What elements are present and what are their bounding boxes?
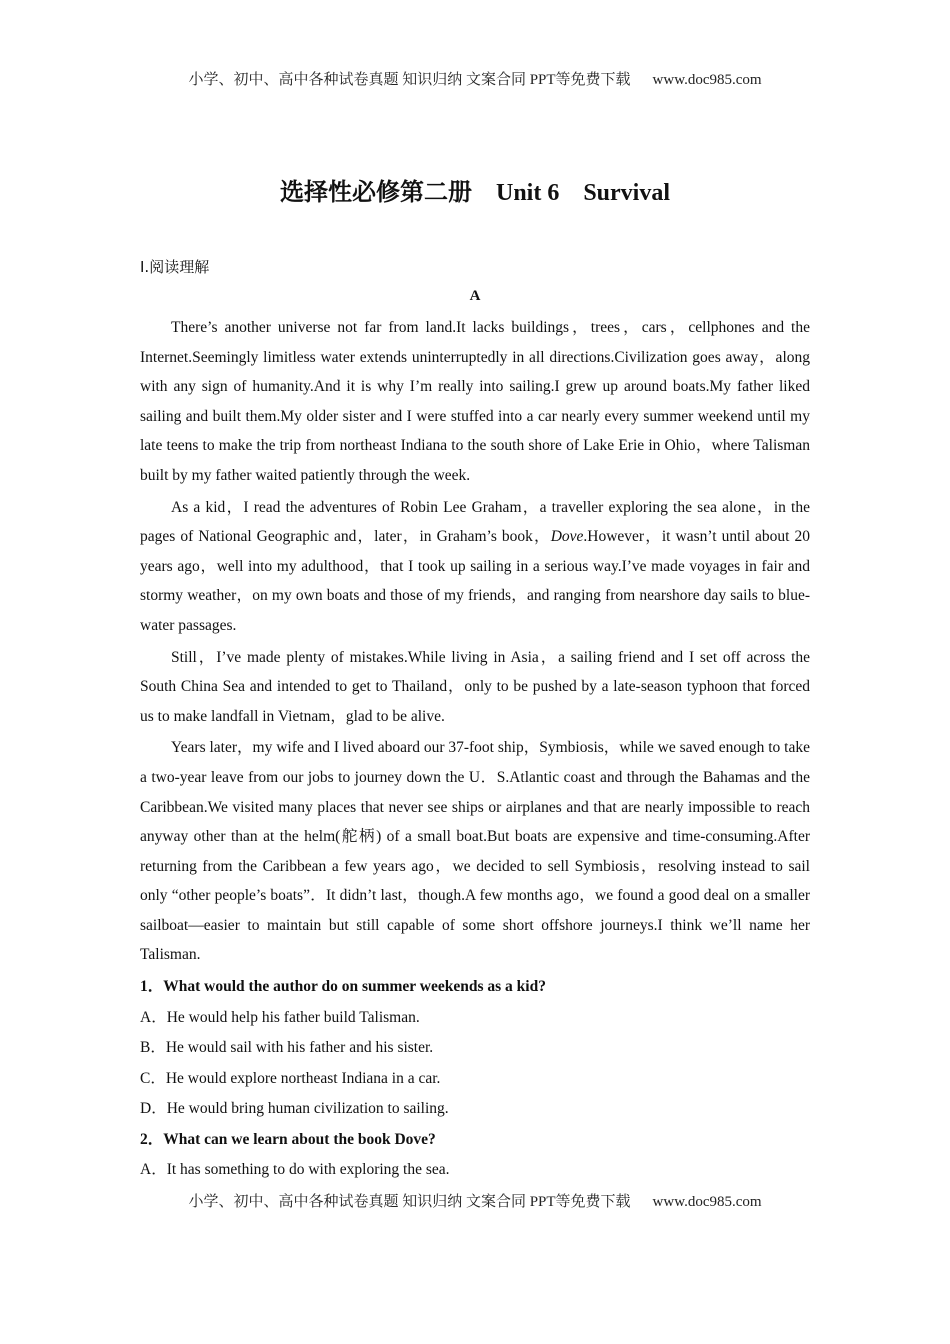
paragraph-1: There’s another universe not far from land.It lacks buildings，trees，cars，cellphones and the Internet.Seemingly limitless water extends uninterruptedly in all directions.Civilization goes away，along with any sign of humanity.And it is why I’m really into sailing.I grew up around boats.My father liked sailing and built them.My older sister and I were stuffed into a car nearly every summer weekend until my late teens to make the trip from northeast Indiana to the south shore of Lake Erie in Ohio，where Talisman built by my father waited patiently through the week. (140, 319, 810, 484)
paragraph-2-text-b: .However，it wasn’t until about 20 years ago，well into my adulthood，that I took up sailing in a serious way.I’ve made voyages in fair and stormy weather，on my own boats and those of my friends，and ranging from nearshore day sails to blue-water passages. (140, 528, 810, 634)
paragraph-3: Still，I’ve made plenty of mistakes.While living in Asia，a sailing friend and I set off across the South China Sea and intended to get to Thailand，only to be pushed by a late-season typhoon that forced us to make landfall in Vietnam，glad to be alive. (140, 648, 810, 725)
passage-label: A (469, 288, 481, 304)
option: B．He would sail with his father and his sister. (140, 1039, 434, 1057)
header-url[interactable]: www.doc985.com (652, 72, 762, 88)
footer-text: 小学、初中、高中各种试卷真题 知识归纳 文案合同 PPT等免费下载 (188, 1194, 631, 1210)
paragraph-4: Years later，my wife and I lived aboard our 37-foot ship，Symbiosis，while we saved enough to take a two-year leave from our jobs to journey down the U．S.Atlantic coast and through the Bahamas and the Caribbean.We visited many places that never see ships or airplanes and that are nearly impossible to reach anyway other than at the helm(舵柄) of a small boat.But boats are expensive and time-consuming.After returning from the Caribbean a few years ago，we decided to sell Symbiosis，resolving instead to sail only “other people’s boats”．It didn’t last，though.A few months ago，we found a good deal on a smaller sailboat—easier to maintain but still capable of some short offshore journeys.I think we’ll name her Talisman. (140, 739, 810, 964)
option: A．He would help his father build Talisman. (140, 1008, 420, 1026)
question-stem: What can we learn about the book Dove? (163, 1130, 436, 1148)
paragraph-2 (140, 493, 810, 641)
question-2 (140, 1125, 810, 1156)
header-text: 小学、初中、高中各种试卷真题 知识归纳 文案合同 PPT等免费下载 (188, 72, 631, 88)
questions (140, 972, 810, 1186)
question-number: 2． (140, 1130, 164, 1148)
option: C．He would explore northeast Indiana in a car. (140, 1069, 441, 1087)
footer-url[interactable]: www.doc985.com (652, 1194, 762, 1210)
document-title: 选择性必修第二册 Unit 6 Survival (279, 180, 671, 206)
section-heading: Ⅰ.阅读理解 (140, 258, 210, 276)
page-footer (0, 1190, 950, 1211)
option: D．He would bring human civilization to sailing. (140, 1100, 449, 1118)
option: A．It has something to do with exploring the sea. (140, 1161, 450, 1179)
question-number: 1． (140, 978, 164, 996)
page-header (0, 68, 950, 89)
question-1 (140, 972, 810, 1003)
question-stem: What would the author do on summer weekends as a kid? (163, 978, 546, 996)
paragraph-2-text-a: As a kid，I read the adventures of Robin Lee Graham，a traveller exploring the sea alone，in the pages of National Geographic and，later，in Graham’s book， (140, 498, 810, 546)
book-title-italic: Dove (550, 528, 584, 546)
passage (140, 313, 810, 1186)
